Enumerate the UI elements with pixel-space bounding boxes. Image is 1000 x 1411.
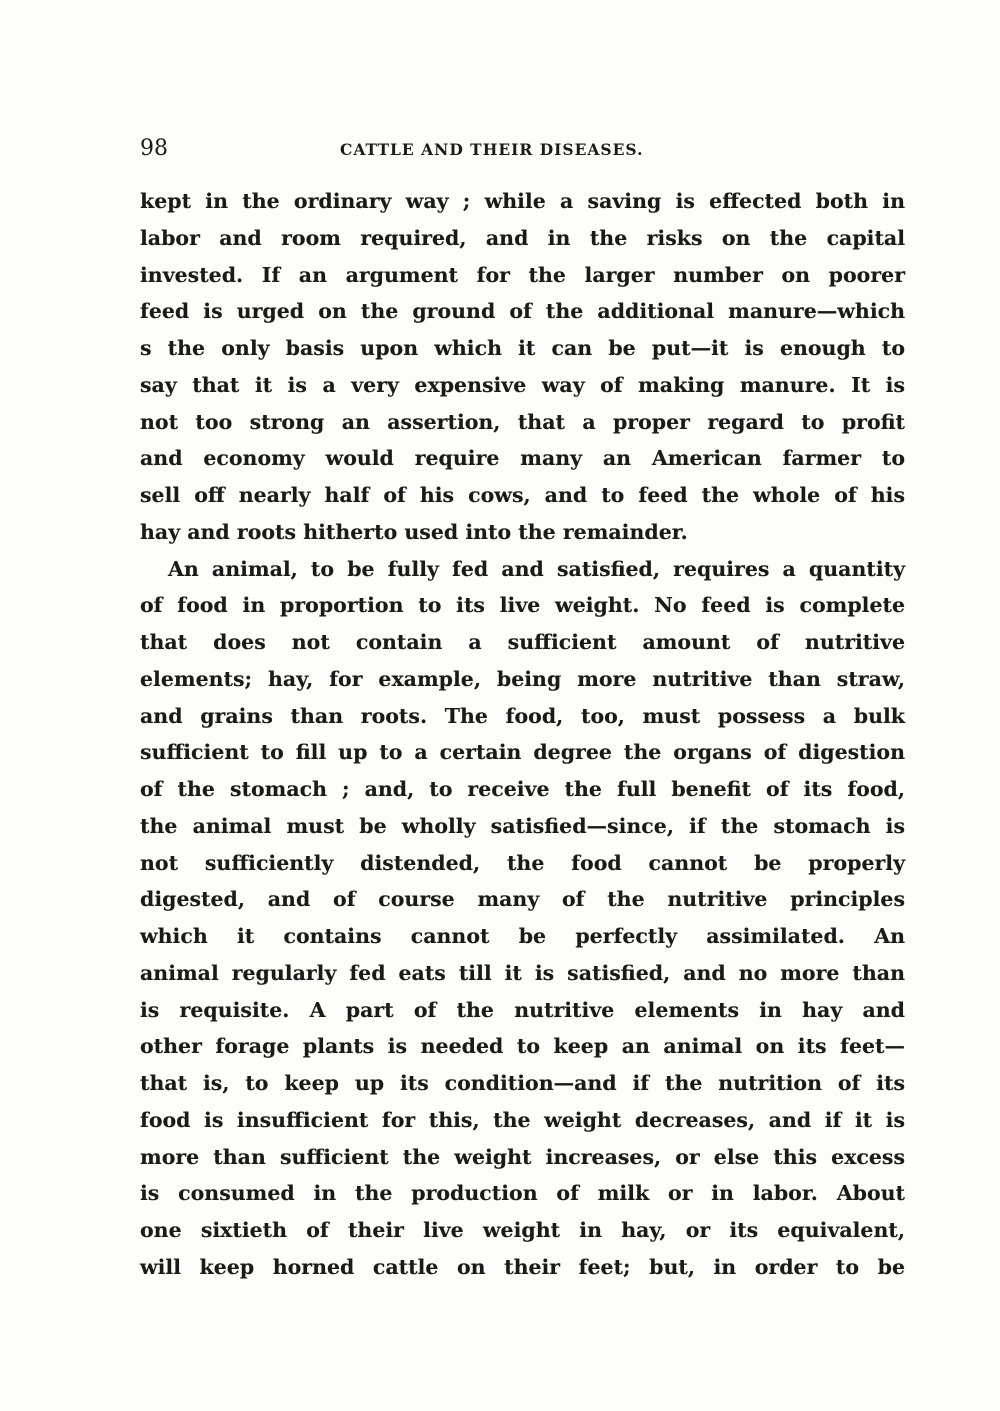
text-line: one sixtieth of their live weight in hay, or its equivalent,	[140, 1218, 905, 1242]
text-line: animal regularly fed eats till it is satisfied, and no more than	[140, 960, 905, 985]
text-line: of food in proportion to its live weight. No feed is complete	[140, 593, 905, 618]
text-line: kept in the ordinary way ; while a saving is effected both in	[140, 189, 905, 213]
text-line: labor and room required, and in the risks on the capital	[140, 225, 905, 250]
text-line: invested. If an argument for the larger number on poorer	[140, 262, 905, 287]
text-line: hay and roots hitherto used into the remainder.	[140, 519, 688, 544]
text-line: sell off nearly half of his cows, and to feed the whole of his	[140, 483, 905, 507]
text-line: digested, and of course many of the nutritive principles	[140, 887, 905, 912]
body-text	[140, 183, 905, 1286]
text-line: is consumed in the production of milk or in labor. About	[140, 1181, 905, 1206]
running-head: CATTLE AND THEIR DISEASES.	[340, 140, 644, 159]
text-line: say that it is a very expensive way of making manure. It is	[140, 372, 905, 397]
text-line: not too strong an assertion, that a proper regard to profit	[140, 409, 905, 434]
text-line: elements; hay, for example, being more nutritive than straw,	[140, 666, 905, 691]
text-line: food is insufficient for this, the weight decreases, and if it is	[140, 1107, 905, 1132]
text-line: is requisite. A part of the nutritive elements in hay and	[140, 997, 905, 1022]
text-line: the animal must be wholly satisfied—since, if the stomach is	[140, 813, 905, 838]
text-line: s the only basis upon which it can be put—it is enough to	[140, 336, 905, 360]
text-line: not sufficiently distended, the food cannot be properly	[140, 850, 905, 875]
text-line: that is, to keep up its condition—and if the nutrition of its	[140, 1071, 905, 1095]
text-line: sufficient to fill up to a certain degree the organs of digestion	[140, 740, 905, 765]
text-line: will keep horned cattle on their feet; but, in order to be	[140, 1254, 905, 1279]
text-line: An animal, to be fully fed and satisfied, requires a quantity	[168, 556, 905, 581]
text-line: feed is urged on the ground of the additional manure—which	[140, 299, 905, 324]
text-line: of the stomach ; and, to receive the full benefit of its food,	[140, 777, 905, 801]
text-line: and economy would require many an American farmer to	[140, 446, 905, 471]
text-line: other forage plants is needed to keep an animal on its feet—	[140, 1034, 905, 1059]
text-line: more than sufficient the weight increases, or else this excess	[140, 1144, 905, 1169]
text-line: that does not contain a sufficient amount of nutritive	[140, 630, 905, 654]
text-line: and grains than roots. The food, too, must possess a bulk	[140, 703, 905, 728]
text-line: which it contains cannot be perfectly assimilated. An	[140, 924, 905, 948]
page-number: 98	[140, 136, 168, 161]
